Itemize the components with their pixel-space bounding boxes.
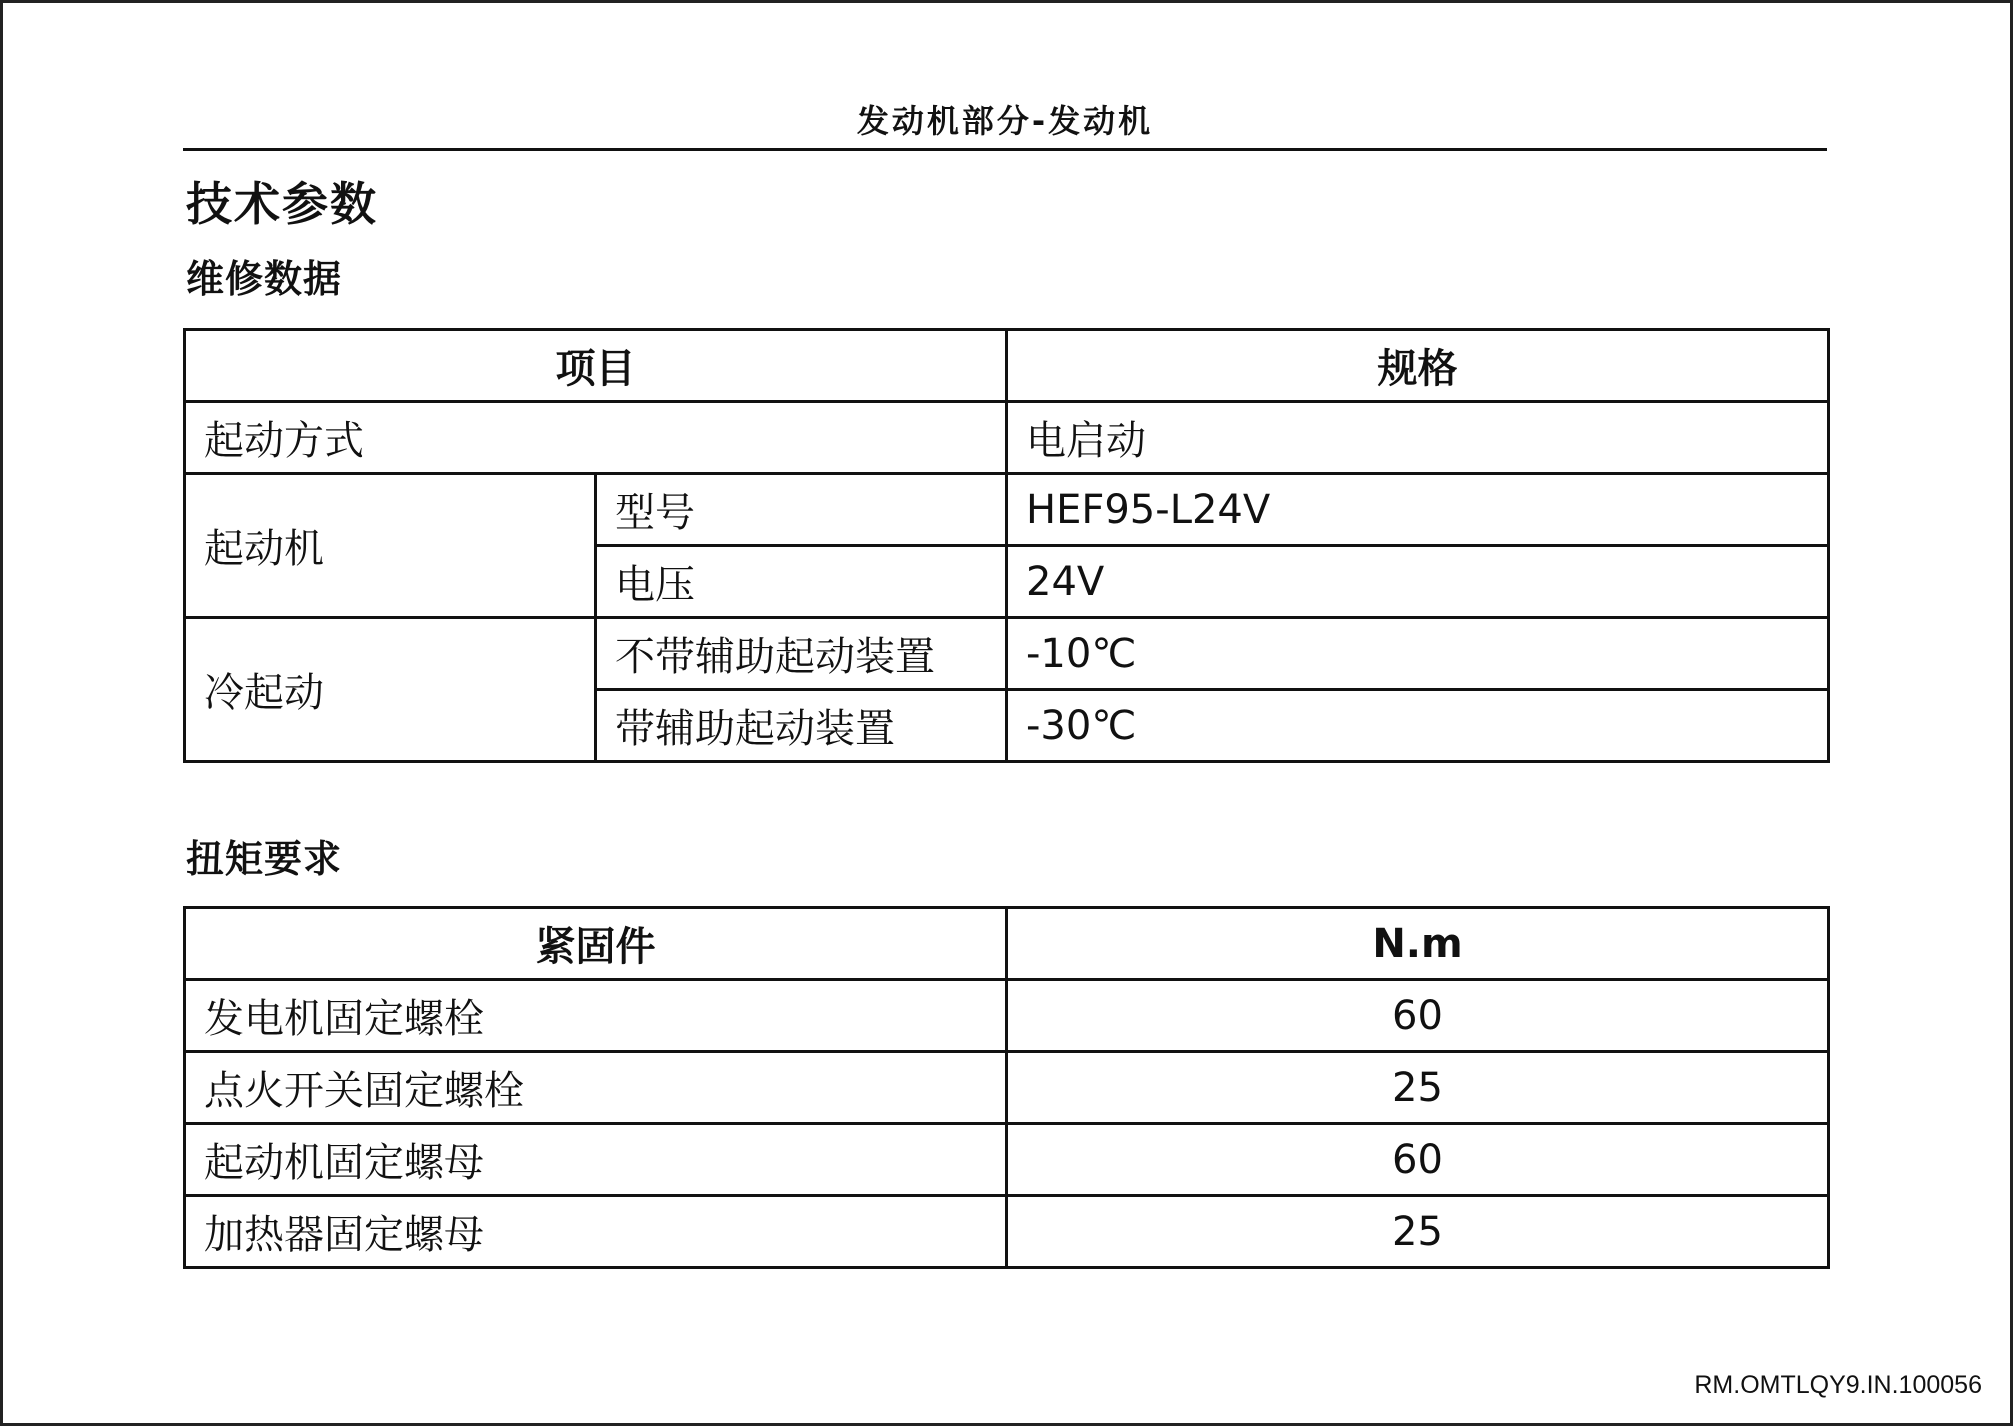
column-header-item: 项目 — [185, 330, 1007, 402]
starter-model-value: HEF95-L24V — [1007, 474, 1829, 546]
starter-voltage-value: 24V — [1007, 546, 1829, 618]
cold-start-aid-value: -30℃ — [1007, 690, 1829, 762]
table-row — [185, 1196, 1829, 1268]
starter-group-label: 起动机 — [185, 474, 596, 618]
cold-start-no-aid-value: -10℃ — [1007, 618, 1829, 690]
header-rule — [183, 148, 1827, 151]
starter-model-label: 型号 — [596, 474, 1007, 546]
torque-value: 25 — [1007, 1052, 1829, 1124]
table-row — [185, 402, 1829, 474]
table-row — [185, 980, 1829, 1052]
torque-value: 25 — [1007, 1196, 1829, 1268]
maintenance-data-table — [183, 328, 1830, 763]
torque-value: 60 — [1007, 980, 1829, 1052]
document-code: RM.OMTLQY9.IN.100056 — [1694, 1371, 1982, 1399]
cold-start-aid-label: 带辅助起动装置 — [596, 690, 1007, 762]
table-row — [185, 618, 1829, 690]
torque-requirements-title: 扭矩要求 — [186, 837, 343, 881]
maintenance-data-title: 维修数据 — [186, 257, 343, 301]
fastener-name: 加热器固定螺母 — [185, 1196, 1007, 1268]
fastener-name: 发电机固定螺栓 — [185, 980, 1007, 1052]
start-method-label: 起动方式 — [185, 402, 1007, 474]
column-header-torque: N.m — [1007, 908, 1829, 980]
torque-table — [183, 906, 1830, 1269]
table-row — [185, 1052, 1829, 1124]
fastener-name: 起动机固定螺母 — [185, 1124, 1007, 1196]
table-header-row — [185, 908, 1829, 980]
torque-value: 60 — [1007, 1124, 1829, 1196]
start-method-value: 电启动 — [1007, 402, 1829, 474]
fastener-name: 点火开关固定螺栓 — [185, 1052, 1007, 1124]
running-header: 发动机部分-发动机 — [856, 102, 1154, 140]
table-row — [185, 1124, 1829, 1196]
table-row — [185, 474, 1829, 546]
table-header-row — [185, 330, 1829, 402]
cold-start-group-label: 冷起动 — [185, 618, 596, 762]
cold-start-no-aid-label: 不带辅助起动装置 — [596, 618, 1007, 690]
column-header-fastener: 紧固件 — [185, 908, 1007, 980]
section-title: 技术参数 — [186, 177, 378, 231]
starter-voltage-label: 电压 — [596, 546, 1007, 618]
column-header-spec: 规格 — [1007, 330, 1829, 402]
